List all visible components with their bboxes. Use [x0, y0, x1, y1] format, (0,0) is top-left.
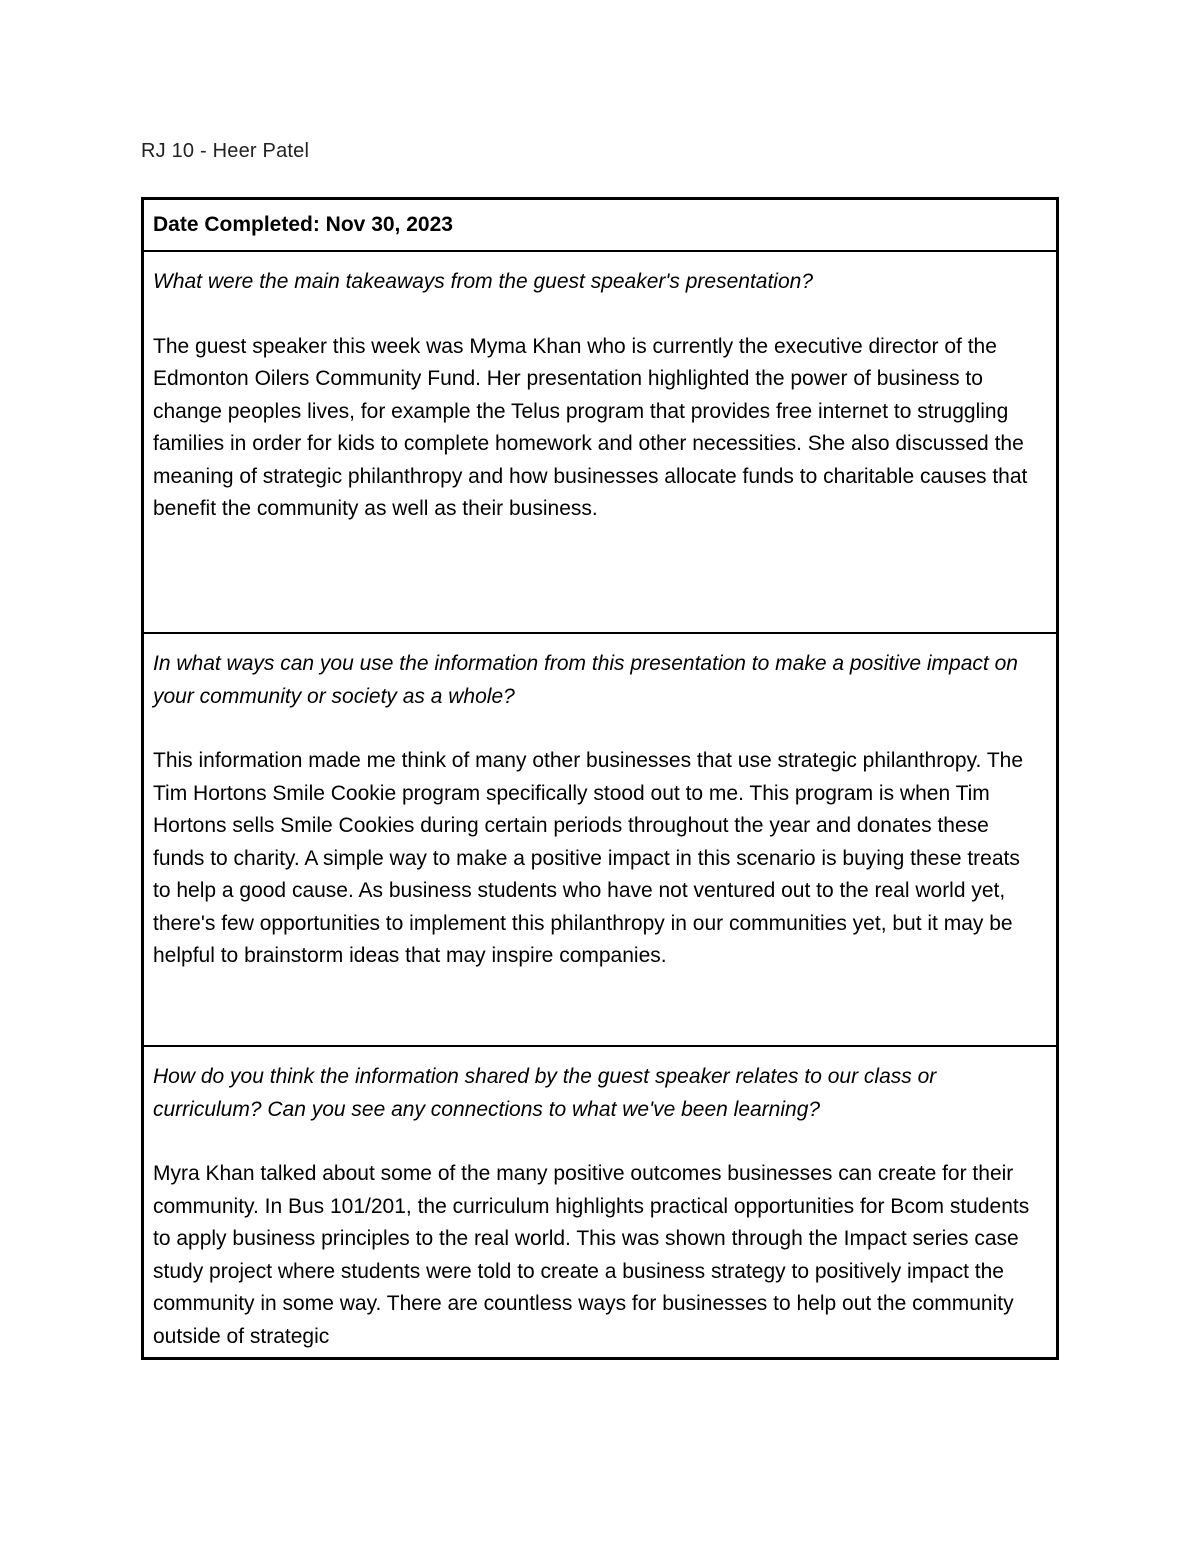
question-text: What were the main takeaways from the guest speaker's presentation?	[153, 270, 814, 293]
answer-text: The guest speaker this week was Myma Khan who is currently the executive director of the Edmonton Oilers Community Fund. Her presentation highlighted the power of business to change peoples lives, for example the Telus program that provides free internet to struggling families in order for kids to complete homework and other necessities. She also discussed the meaning of strategic philanthropy and how businesses allocate funds to charitable causes that benefit the community as well as their business.	[153, 334, 1028, 520]
document-title: RJ 10 - Heer Patel	[141, 140, 310, 162]
reflection-section-curriculum	[144, 1047, 1056, 1357]
date-completed: Date Completed: Nov 30, 2023	[144, 200, 1056, 252]
reflection-section-impact	[144, 634, 1056, 1047]
question-text: In what ways can you use the information from this presentation to make a positive impact on your community or society as a whole?	[153, 652, 1018, 708]
answer-text: Myra Khan talked about some of the many positive outcomes businesses can create for their community. In Bus 101/201, the curriculum highlights practical opportunities for Bcom students to apply business principles to the real world. This was shown through the Impact series case study project where students were told to create a business strategy to positively impact the community in some way. There are countless ways for businesses to help out the community outside of strategic	[153, 1162, 1030, 1348]
answer-text: This information made me think of many other businesses that use strategic philanthropy. The Tim Hortons Smile Cookie program specifically stood out to me. This program is when Tim Hortons sells Smile Cookies during certain periods throughout the year and donates these funds to charity. A simple way to make a positive impact in this scenario is buying these treats to help a good cause. As business students who have not ventured out to the real world yet, there's few opportunities to implement this philanthropy in our communities yet, but it may be helpful to brainstorm ideas that may inspire companies.	[153, 749, 1024, 967]
reflection-journal-table	[141, 197, 1059, 1360]
reflection-section-takeaways	[144, 252, 1056, 634]
question-text: How do you think the information shared by the guest speaker relates to our class or curriculum? Can you see any connections to what we've been learning?	[153, 1065, 937, 1121]
